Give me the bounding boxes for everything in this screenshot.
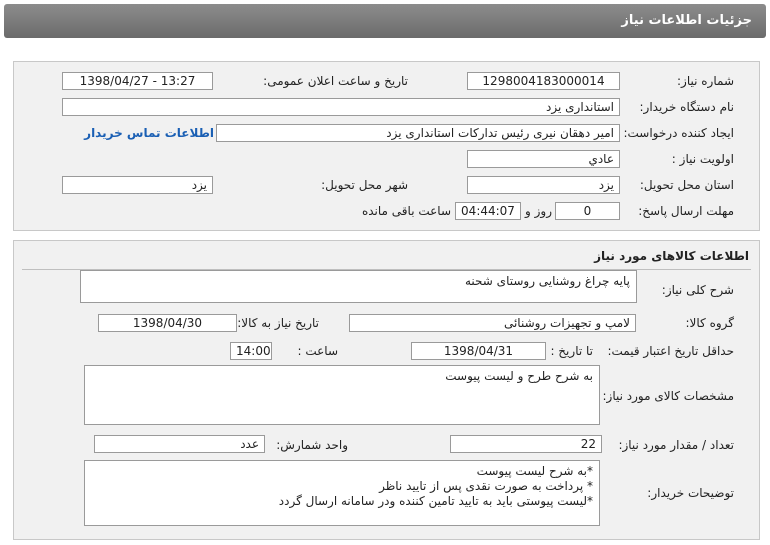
quantity-field[interactable]: 22 <box>450 435 602 453</box>
deadline-label: مهلت ارسال پاسخ: <box>638 204 734 218</box>
title-bar <box>4 4 766 38</box>
price-time-field[interactable]: 14:00 <box>230 342 272 360</box>
need-date-field[interactable]: 1398/04/30 <box>98 314 237 332</box>
creator-field[interactable]: امیر دهقان نیری رئیس تدارکات استانداری یزد <box>216 124 620 142</box>
goods-section-title: اطلاعات کالاهای مورد نیاز <box>594 249 749 263</box>
days-field[interactable]: 0 <box>555 202 620 220</box>
buyer-notes-field[interactable] <box>84 460 600 526</box>
quantity-label: تعداد / مقدار مورد نیاز: <box>618 438 734 452</box>
goods-info-panel <box>13 240 760 540</box>
need-number-label: شماره نیاز: <box>677 74 734 88</box>
time-left-field[interactable]: 04:44:07 <box>455 202 521 220</box>
specs-field[interactable]: به شرح طرح و لیست پیوست <box>84 365 600 425</box>
day-and-label: روز و <box>525 204 552 218</box>
description-label: شرح کلی نیاز: <box>661 283 734 297</box>
city-field[interactable]: یزد <box>62 176 213 194</box>
note-line: *لیست پیوستی باید به تایید تامین کننده ودر سامانه ارسال گردد <box>278 494 593 508</box>
description-field[interactable]: پایه چراغ روشنایی روستای شحنه <box>80 270 637 303</box>
unit-field[interactable]: عدد <box>94 435 265 453</box>
goods-group-label: گروه کالا: <box>685 316 734 330</box>
creator-label: ایجاد کننده درخواست: <box>623 126 734 140</box>
until-date-field[interactable]: 1398/04/31 <box>411 342 546 360</box>
need-number-field[interactable]: 1298004183000014 <box>467 72 620 90</box>
until-date-label: تا تاریخ : <box>550 344 593 358</box>
min-price-date-label: حداقل تاریخ اعتبار قیمت: <box>607 344 734 358</box>
buyer-org-label: نام دستگاه خریدار: <box>639 100 734 114</box>
goods-group-field[interactable]: لامپ و تجهیزات روشنائی <box>349 314 636 332</box>
unit-label: واحد شمارش: <box>276 438 348 452</box>
buyer-notes-label: توضیحات خریدار: <box>647 486 734 500</box>
priority-field[interactable]: عادي <box>467 150 620 168</box>
announce-date-label: تاریخ و ساعت اعلان عمومی: <box>263 74 408 88</box>
note-line: * پرداخت به صورت نقدی پس از تایید ناظر <box>379 479 593 493</box>
price-time-label: ساعت : <box>297 344 338 358</box>
buyer-org-field[interactable]: استانداری یزد <box>62 98 620 116</box>
province-field[interactable]: یزد <box>467 176 620 194</box>
city-label: شهر محل تحویل: <box>321 178 408 192</box>
page-title: جزئیات اطلاعات نیاز <box>621 13 752 28</box>
buyer-contact-link[interactable]: اطلاعات تماس خریدار <box>84 126 214 140</box>
announce-date-field[interactable]: 1398/04/27 - 13:27 <box>62 72 213 90</box>
need-info-panel <box>13 61 760 231</box>
province-label: استان محل تحویل: <box>639 178 734 192</box>
remaining-label: ساعت باقی مانده <box>361 204 451 218</box>
specs-label: مشخصات کالای مورد نیاز: <box>602 389 734 403</box>
note-line: *به شرح لیست پیوست <box>476 464 593 478</box>
priority-label: اولویت نیاز : <box>671 152 734 166</box>
need-date-label: تاریخ نیاز به کالا: <box>237 316 319 330</box>
